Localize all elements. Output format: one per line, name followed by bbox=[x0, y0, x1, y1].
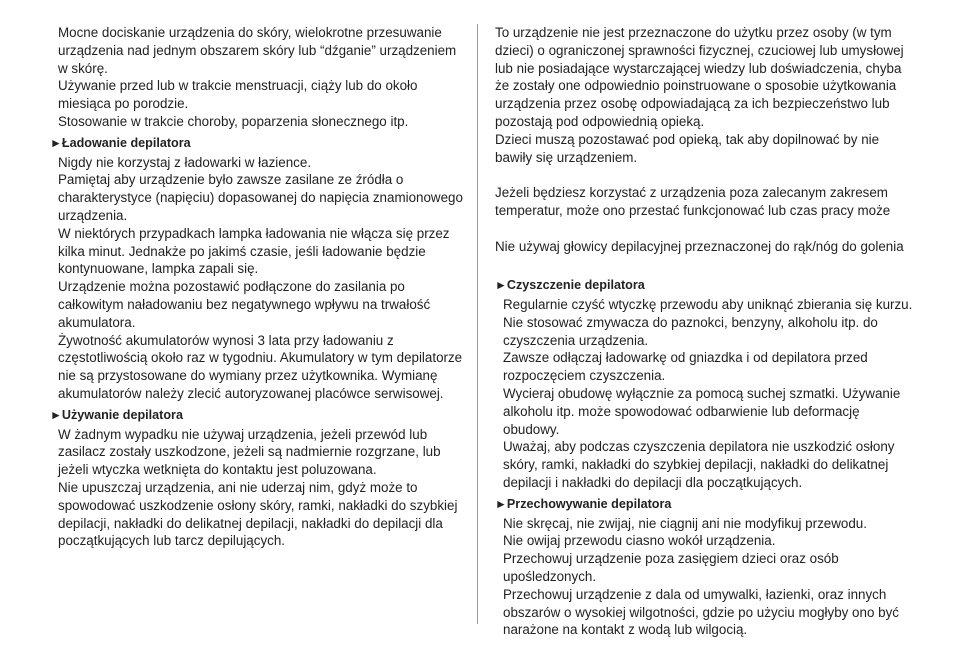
paragraph: Nigdy nie korzystaj z ładowarki w łazience. bbox=[58, 154, 312, 170]
paragraph: To urządzenie nie jest przeznaczone do użytku przez osoby (w tym dzieci) o ograniczonej sprawności fizycznej, czuciowej lub umysłowej lub nie posiadające wystarczającej wiedzy lub doświadczenia, chyba że zostały one odpowiednio poinstruowane o sposobie użytkowania urządzenia przez osobę odpowiadającą za ich bezpieczeństwo lub pozostają pod odpowiednią opieką. bbox=[495, 25, 904, 129]
triangle-right-icon: ► bbox=[50, 407, 62, 422]
right-column bbox=[495, 24, 915, 639]
triangle-right-icon: ► bbox=[495, 496, 507, 511]
column-divider bbox=[477, 24, 478, 624]
paragraph: W niektórych przypadkach lampka ładowania nie włącza się przez kilka minut. Jednakże po jakimś czasie, jeśli ładowanie będzie kontynuowane, lampka zapali się. bbox=[58, 225, 450, 277]
paragraph: Nie upuszczaj urządzenia, ani nie uderzaj nim, gdyż może to spowodować uszkodzenie osłony skóry, ramki, nakładki do szybkiej depilacji, nakładki do delikatnej depilacji, nakładki do depilacji dla początkujących lub tarcz depilujących. bbox=[58, 479, 458, 549]
section-title: Używanie depilatora bbox=[61, 407, 183, 422]
paragraph: Zawsze odłączaj ładowarkę od gniazdka i od depilatora przed rozpoczęciem czyszczenia. bbox=[503, 350, 868, 384]
paragraph: W żadnym wypadku nie używaj urządzenia, jeżeli przewód lub zasilacz zostały uszkodzone, jeżeli są nadmiernie rozgrzane, lub jeżeli wtyczka wetknięta do kontaktu jest poluzowana. bbox=[58, 426, 441, 478]
paragraph: Nie skręcaj, nie zwijaj, nie ciągnij ani nie modyfikuj przewodu. bbox=[503, 515, 867, 531]
left-column bbox=[50, 24, 468, 550]
spacer bbox=[495, 166, 915, 184]
paragraph: Przechowuj urządzenie z dala od umywalki, łazienki, oraz innych obszarów o wysokiej wilgotności, gdzie po użyciu mogłyby ono być narażone na kontakt z wodą lub wilgocią. bbox=[503, 586, 899, 638]
intro-list bbox=[50, 24, 468, 131]
section-heading-charging bbox=[50, 135, 468, 153]
paragraph: Przechowuj urządzenie poza zasięgiem dzieci oraz osób upośledzonych. bbox=[503, 551, 839, 584]
intro-item: Używanie przed lub w trakcie menstruacji, ciąży lub do około miesiąca po porodzie. bbox=[58, 78, 418, 112]
paragraph: Nie stosować zmywacza do paznokci, benzyny, alkoholu itp. do czyszczenia urządzenia. bbox=[503, 314, 878, 348]
temperature-note: Jeżeli będziesz korzystać z urządzenia poza zalecanym zakresem temperatur, może ono przestać funkcjonować lub czas pracy może bbox=[495, 185, 891, 218]
section-heading-using bbox=[50, 407, 468, 425]
intro-item: Stosowanie w trakcie choroby, poparzenia słonecznego itp. bbox=[58, 113, 409, 129]
paragraph: Wycieraj obudowę wyłącznie za pomocą suchej szmatki. Używanie alkoholu itp. może spowodować odbarwienie lub deformację obudowy. bbox=[503, 385, 901, 437]
section-title: Czyszczenie depilatora bbox=[506, 278, 645, 293]
paragraph: Urządzenie można pozostawić podłączone do zasilania po całkowitym naładowaniu bez negatywnego wpływu na trwałość akumulatora. bbox=[58, 279, 431, 330]
section-heading-cleaning bbox=[495, 277, 915, 295]
paragraph: Uważaj, aby podczas czyszczenia depilatora nie uszkodzić osłony skóry, ramki, nakładki do szybkiej depilacji, nakładki do delikatnej depilacji i nakładki do depilacji dla początkujących. bbox=[503, 439, 895, 490]
triangle-right-icon: ► bbox=[50, 135, 62, 150]
paragraph: Pamiętaj aby urządzenie było zawsze zasilane ze źródła o charakterystyce (napięciu) dopasowanej do napięcia znamionowego urządzenia. bbox=[58, 172, 463, 223]
section-body-storage bbox=[495, 515, 915, 640]
paragraph: Nie owijaj przewodu ciasno wokół urządzenia. bbox=[503, 533, 776, 549]
triangle-right-icon: ► bbox=[495, 278, 507, 293]
paragraph: Żywotność akumulatorów wynosi 3 lata przy ładowaniu z częstotliwością około raz w tygodniu. Akumulatory w tym depilatorze nie są przystosowane do wymiany przez użytkownika. Wymianę akumulatorów należy zlecić autoryzowanej placówce serwisowej. bbox=[58, 332, 463, 401]
section-body-charging bbox=[50, 154, 468, 403]
section-body-cleaning bbox=[495, 296, 915, 492]
section-title: Przechowywanie depilatora bbox=[506, 496, 672, 511]
head-note: Nie używaj głowicy depilacyjnej przeznaczonej do rąk/nóg do golenia bbox=[495, 238, 904, 254]
spacer bbox=[495, 255, 915, 273]
paragraph: Regularnie czyść wtyczkę przewodu aby uniknąć zbierania się kurzu. bbox=[503, 296, 913, 312]
intro-item: Mocne dociskanie urządzenia do skóry, wielokrotne przesuwanie urządzenia nad jednym obszarem skóry lub “dźganie” urządzeniem w skórę. bbox=[58, 25, 457, 76]
paragraph: Dzieci muszą pozostawać pod opieką, tak aby dopilnować by nie bawiły się urządzeniem. bbox=[495, 131, 880, 165]
section-body-using bbox=[50, 426, 468, 551]
spacer bbox=[495, 220, 915, 238]
section-heading-storage bbox=[495, 496, 915, 514]
section-title: Ładowanie depilatora bbox=[61, 135, 191, 150]
